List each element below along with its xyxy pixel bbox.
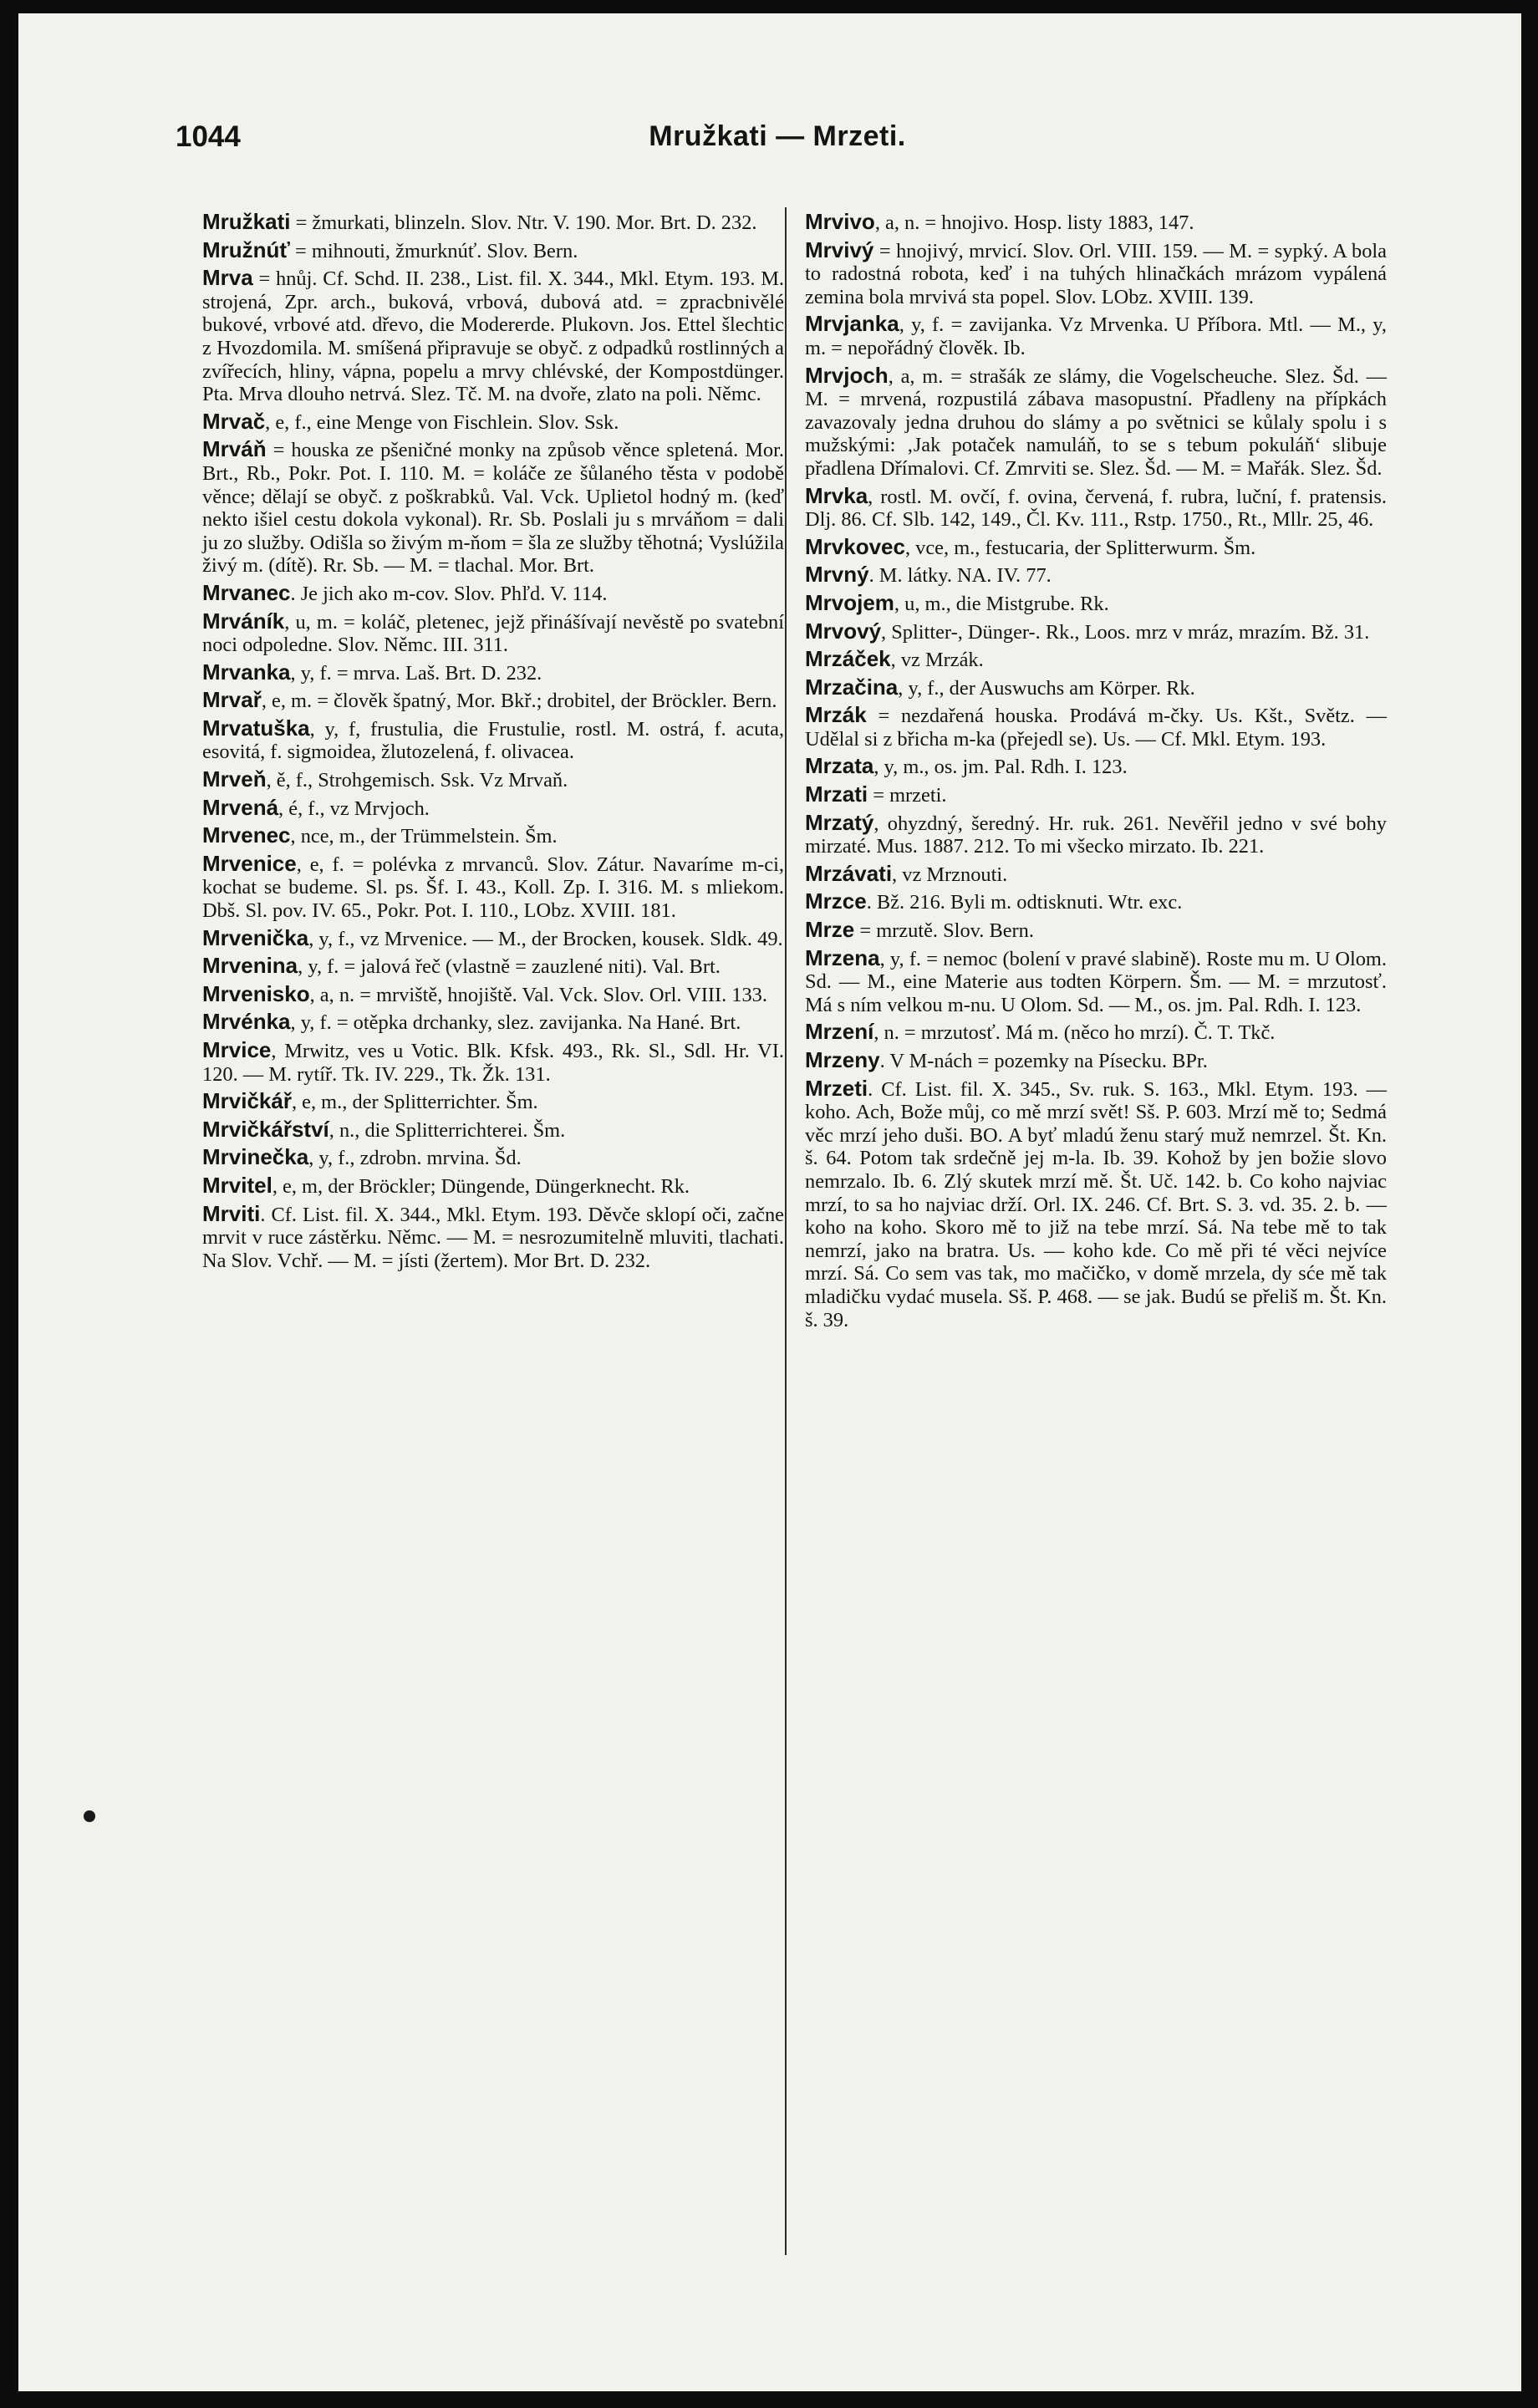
entry-headword: Mružnúť	[202, 237, 290, 262]
entry-text: , n., die Splitterrichterei. Šm.	[328, 1118, 566, 1142]
entry-headword: Mrviti	[202, 1200, 261, 1226]
dictionary-entry	[202, 1146, 784, 1170]
dictionary-page	[18, 13, 1521, 2391]
entry-text: = mihnouti, žmurknúť. Slov. Bern.	[289, 239, 578, 262]
entry-text: , y, f., zdrobn. mrvina. Šd.	[308, 1147, 522, 1170]
entry-text: , Splitter-, Dünger-. Rk., Loos. mrz v mráz, mrazím. Bž. 31.	[881, 620, 1370, 644]
entry-text: , vce, m., festucaria, der Splitterwurm. Šm.	[904, 536, 1256, 559]
dictionary-entry	[805, 482, 1387, 532]
entry-text: . V M-nách = pozemky na Písecku. BPr.	[879, 1050, 1208, 1072]
entry-headword: Mrváník	[202, 608, 285, 634]
entry-text: , y, f., der Auswuchs am Körper. Rk.	[898, 676, 1195, 700]
dictionary-entry	[202, 211, 784, 235]
entry-headword: Mrzce	[805, 888, 867, 914]
entry-text: , u, m., die Mistgrube. Rk.	[894, 592, 1109, 615]
dictionary-entry	[202, 717, 784, 764]
dictionary-entry	[805, 783, 1387, 807]
dictionary-entry	[202, 438, 784, 578]
dictionary-entry	[202, 1039, 784, 1086]
entry-text: = hnůj. Cf. Schd. II. 238., List. fil. X. 344., Mkl. Etym. 193. M. strojená, Zpr. arch., buková, vrbová, dubová atd. = zpracbnivělé bukové, vrbové atd. dřevo, die Modererde. Plukovn. Jos. Ettel šlechtic z Hvozdomila. M. smíšená připravuje se obyč. z odpadků rostlinných a zvířecích, hliny, vápna, popelu a mrvy chlévské, der Kompostdünger. Pta. Mrva dlouho netrvá. Slez. Tč. M. na dvoře, zlato na poli. Němc.	[202, 267, 784, 406]
entry-text: . Cf. List. fil. X. 345., Sv. ruk. S. 163., Mkl. Etym. 193. — koho. Ach, Bože můj, co mě mrzí svět! Sš. P. 603. Mrzí mě to; Sedmá věc mrzí jeho duši. BO. A byť mladú ženu starý muž nemrzel. Št. Kn. š. 64. Potom tak srdečně jej m-la. Ib. 39. Kohož by jen božie slovo nemrzalo. Ib. 6. Zlý skutek mrzí mě. Št. Uč. 142. b. Co koho najviac mrzí, to sa ho najviac drží. Orl. IX. 246. Cf. Brt. S. 3. vd. 35. 2. b. — koho na koho. Skoro mě to již na tebe mrzí. Sá. Na tebe mě to tak nemrzí, jako na bratra. Us. — koho kde. Co mě při té věci nejvíce mrzí. Sá. Co sem vas tak, mo mačičko, v domě mrzela, dy sće mě tak mladičku vydać musela. Sš. P. 468. — se jak. Budú se přeliš m. Št. Kn. š. 39.	[805, 1077, 1387, 1331]
entry-text: , vz Mrzák.	[890, 649, 984, 672]
entry-text: , é, f., vz Mrvjoch.	[278, 797, 430, 820]
dictionary-entry	[805, 533, 1387, 560]
dictionary-entry	[202, 955, 784, 979]
entry-text: , n. = mrzutosť. Má m. (něco ho mrzí). Č. T. Tkč.	[873, 1021, 1276, 1045]
dictionary-entry	[805, 589, 1387, 616]
dictionary-entry	[202, 579, 784, 606]
dictionary-entry	[805, 364, 1387, 481]
right-column	[805, 211, 1387, 1336]
dictionary-entry	[202, 1118, 784, 1143]
margin-mark	[84, 1810, 95, 1822]
entry-headword: Mrvka	[805, 482, 868, 508]
entry-headword: Mrvice	[202, 1037, 272, 1062]
entry-text: , ě, f., Strohgemisch. Ssk. Vz Mrvaň.	[266, 769, 568, 792]
entry-text: , y, f. = mrva. Laš. Brt. D. 232.	[290, 661, 542, 685]
entry-text: . M. látky. NA. IV. 77.	[868, 564, 1052, 588]
entry-text: , ohyzdný, šeredný. Hr. ruk. 261. Nevěřil jedno v své bohy mirzaté. Mus. 1887. 212. To mi všecko mirzato. Ib. 221.	[805, 812, 1387, 858]
entry-headword: Mrvinečka	[202, 1144, 309, 1170]
left-column	[202, 211, 784, 1276]
entry-text: , e, f., eine Menge von Fischlein. Slov. Ssk.	[265, 410, 619, 434]
entry-headword: Mrvenice	[202, 850, 297, 876]
entry-headword: Mrveň	[202, 766, 267, 792]
entry-headword: Mrzeti	[805, 1075, 868, 1101]
entry-text: , e, m, der Bröckler; Düngende, Düngerknecht. Rk.	[272, 1174, 690, 1198]
entry-text: = nezdařená houska. Prodává m-čky. Us. Kšt., Světz. — Udělal si z břicha m-ka (přejedl se). Us. — Cf. Mkl. Etym. 193.	[805, 705, 1387, 751]
entry-headword: Mrvitel	[202, 1172, 272, 1198]
dictionary-entry	[805, 704, 1387, 751]
entry-headword: Mrvanka	[202, 659, 291, 685]
dictionary-entry	[202, 794, 784, 821]
entry-text: , u, m. = koláč, pletenec, jejž přinášívají nevěstě po svatební noci odpoledne. Slov. Němc. III. 311.	[202, 610, 784, 657]
entry-text: , y, f. = otěpka drchanky, slez. zavijanka. Na Hané. Brt.	[290, 1011, 741, 1035]
entry-text: = mrzeti.	[868, 784, 947, 807]
entry-text: , e, m., der Splitterrichter. Šm.	[291, 1091, 538, 1114]
entry-headword: Mrvjoch	[805, 362, 889, 388]
entry-text: , y, f. = nemoc (bolení v pravé slabině). Roste mu m. U Olom. Sd. — M., eine Materie aus todten Körpern. Šm. — M. = mrzutosť. Má s ním velkou m-nu. U Olom. Sd. — M., os. jm. Pal. Rdh. I. 123.	[805, 947, 1387, 1016]
entry-headword: Mrva	[202, 265, 253, 291]
entry-headword: Mrváň	[202, 436, 267, 462]
entry-headword: Mrvatuška	[202, 715, 310, 741]
entry-headword: Mrvivý	[805, 237, 874, 262]
entry-text: = žmurkati, blinzeln. Slov. Ntr. V. 190. Mor. Brt. D. 232.	[290, 211, 757, 234]
entry-text: . Cf. List. fil. X. 344., Mkl. Etym. 193. Děvče sklopí oči, začne mrvit v ruce zástěrku. Němc. — M. = nesrozumitelně mluviti, tlachati. Na Slov. Vchř. — M. = jísti (žertem). Mor Brt. D. 232.	[202, 1203, 784, 1272]
entry-headword: Mrvenička	[202, 924, 309, 950]
entry-headword: Mrzáček	[805, 646, 891, 672]
entry-headword: Mrze	[805, 917, 855, 943]
dictionary-entry	[805, 676, 1387, 700]
entry-headword: Mrvkovec	[805, 533, 905, 559]
dictionary-entry	[202, 410, 784, 435]
dictionary-entry	[805, 860, 1387, 887]
page-number: 1044	[176, 120, 241, 153]
dictionary-entry	[202, 1011, 784, 1035]
entry-headword: Mrvénka	[202, 1009, 291, 1035]
dictionary-entry	[805, 1021, 1387, 1045]
entry-text: , y, f, frustulia, die Frustulie, rostl. M. ostrá, f. acuta, esovitá, f. sigmoidea, žlutozelená, f. olivacea.	[202, 717, 784, 764]
entry-headword: Mrvenina	[202, 953, 298, 979]
dictionary-entry	[805, 211, 1387, 235]
dictionary-entry	[202, 1174, 784, 1199]
entry-headword: Mrvojem	[805, 589, 894, 615]
column-divider	[785, 207, 787, 2255]
entry-text: , y, f. = zavijanka. Vz Mrvenka. U Příbora. Mtl. — M., y, m. = nepořádný člověk. Ib.	[805, 313, 1387, 359]
dictionary-entry	[202, 824, 784, 848]
entry-headword: Mrvivo	[805, 209, 875, 234]
dictionary-entry	[805, 1049, 1387, 1073]
running-head: Mružkati — Mrzeti.	[649, 120, 906, 152]
entry-text: = houska ze pšeničné monky na způsob věnce spletená. Mor. Brt., Rb., Pokr. Pot. I. 110. M. = koláče ze šůlaného těsta v podobě věnce; dělají se obyč. z poškrabků. Val. Vck. Uplietol hodný m. (keď nekto išiel cestu dokola vykonal). Rr. Sb. Poslali ju s mrváňom = dali ju zo služby. Odišla so živým m-ňom = šla ze služby těhotná; Vyslúžila živý m. (dítě). Rr. Sb. — M. = tlachal. Mor. Brt.	[202, 439, 784, 578]
dictionary-entry	[805, 563, 1387, 588]
entry-text: , e, m. = člověk špatný, Mor. Bkř.; drobitel, der Bröckler. Bern.	[261, 690, 777, 713]
entry-headword: Mrvař	[202, 687, 262, 713]
entry-text: , a, m. = strašák ze slámy, die Vogelscheuche. Slez. Šd. — M. = mrvená, rozpustilá zábava masopustní. Přadleny na přípkách zavazovaly jedna druhou do slámy a po světnici se kůlaly spolu i s mužskými: ‚Jak potaček namuláň, to se s tebum pokuláň‘ slibuje přadlena Dřímalovi. Cf. Zmrviti se. Slez. Šd. — M. = Mařák. Slez. Šd.	[805, 364, 1387, 480]
dictionary-entry	[202, 610, 784, 657]
entry-headword: Mružkati	[202, 209, 291, 234]
entry-text: = hnojivý, mrvicí. Slov. Orl. VIII. 159. — M. = sypký. A bola to radostná robota, keď i na tuhých hlinačkách mrázom vypálená zemina bola mrvivá sta popel. Slov. LObz. XVIII. 139.	[805, 239, 1387, 308]
dictionary-entry	[202, 239, 784, 263]
entry-text: , e, f. = polévka z mrvanců. Slov. Zátur. Navaríme m-ci, kochat se budeme. Sl. ps. Šf. I. 43., Koll. Zp. I. 316. M. s mliekom. Dbš. Sl. pov. IV. 65., Pokr. Pot. I. 110., LObz. XVIII. 181.	[202, 853, 784, 923]
dictionary-entry	[805, 919, 1387, 943]
dictionary-entry	[202, 768, 784, 792]
dictionary-entry	[805, 1077, 1387, 1332]
dictionary-entry	[805, 890, 1387, 914]
dictionary-entry	[805, 620, 1387, 644]
dictionary-entry	[202, 850, 784, 923]
entry-text: = mrzutě. Slov. Bern.	[854, 919, 1034, 943]
entry-headword: Mrzačina	[805, 674, 899, 700]
entry-text: , vz Mrznouti.	[892, 863, 1008, 886]
entry-headword: Mrzení	[805, 1019, 874, 1045]
entry-headword: Mrzena	[805, 944, 880, 970]
dictionary-entry	[202, 924, 784, 951]
entry-headword: Mrzávati	[805, 860, 893, 886]
entry-headword: Mrzati	[805, 781, 868, 807]
entry-headword: Mrvičkářství	[202, 1116, 329, 1142]
dictionary-entry	[805, 239, 1387, 309]
dictionary-entry	[805, 809, 1387, 858]
entry-headword: Mrzeny	[805, 1047, 880, 1072]
dictionary-entry	[202, 661, 784, 685]
dictionary-entry	[202, 980, 784, 1007]
entry-headword: Mrvový	[805, 618, 882, 644]
entry-text: , a, n. = hnojivo. Hosp. listy 1883, 147.	[874, 211, 1194, 234]
entry-text: , rostl. M. ovčí, f. ovina, červená, f. rubra, luční, f. pratensis. Dlj. 86. Cf. Slb. 142, 149., Čl. Kv. 111., Rstp. 1750., Rt., Mllr. 25, 46.	[805, 485, 1387, 532]
dictionary-entry	[805, 313, 1387, 359]
dictionary-entry	[805, 755, 1387, 779]
dictionary-entry	[202, 1090, 784, 1114]
page-header	[176, 120, 1379, 171]
dictionary-entry	[805, 648, 1387, 672]
entry-text: , nce, m., der Trümmelstein. Šm.	[290, 825, 558, 848]
entry-headword: Mrvjanka	[805, 311, 899, 337]
entry-text: . Bž. 216. Byli m. odtisknuti. Wtr. exc.	[866, 891, 1183, 914]
entry-headword: Mrzatý	[805, 809, 874, 835]
entry-headword: Mrzák	[805, 702, 867, 728]
entry-headword: Mrvenec	[202, 822, 291, 848]
dictionary-entry	[202, 267, 784, 406]
entry-headword: Mrvanec	[202, 579, 291, 605]
entry-text: , Mrwitz, ves u Votic. Blk. Kfsk. 493., Rk. Sl., Sdl. Hr. VI. 120. — M. rytíř. Tk. IV. 229., Tk. Žk. 131.	[202, 1040, 784, 1086]
entry-headword: Mrzata	[805, 753, 874, 779]
entry-headword: Mrvená	[202, 794, 279, 820]
dictionary-entry	[202, 1200, 784, 1273]
entry-text: , y, f., vz Mrvenice. — M., der Brocken, kousek. Sldk. 49.	[308, 927, 783, 950]
entry-headword: Mrvný	[805, 562, 869, 588]
entry-text: , y, f. = jalová řeč (vlastně = zauzlené niti). Val. Brt.	[298, 955, 721, 979]
entry-headword: Mrvičkář	[202, 1088, 292, 1114]
entry-text: . Je jich ako m-cov. Slov. Phľd. V. 114.	[290, 582, 608, 605]
entry-text: , y, m., os. jm. Pal. Rdh. I. 123.	[873, 756, 1128, 779]
entry-text: , a, n. = mrviště, hnojiště. Val. Vck. Slov. Orl. VIII. 133.	[309, 983, 767, 1006]
dictionary-entry	[202, 689, 784, 713]
entry-headword: Mrvenisko	[202, 980, 310, 1006]
dictionary-entry	[805, 944, 1387, 1017]
entry-headword: Mrvač	[202, 408, 266, 434]
